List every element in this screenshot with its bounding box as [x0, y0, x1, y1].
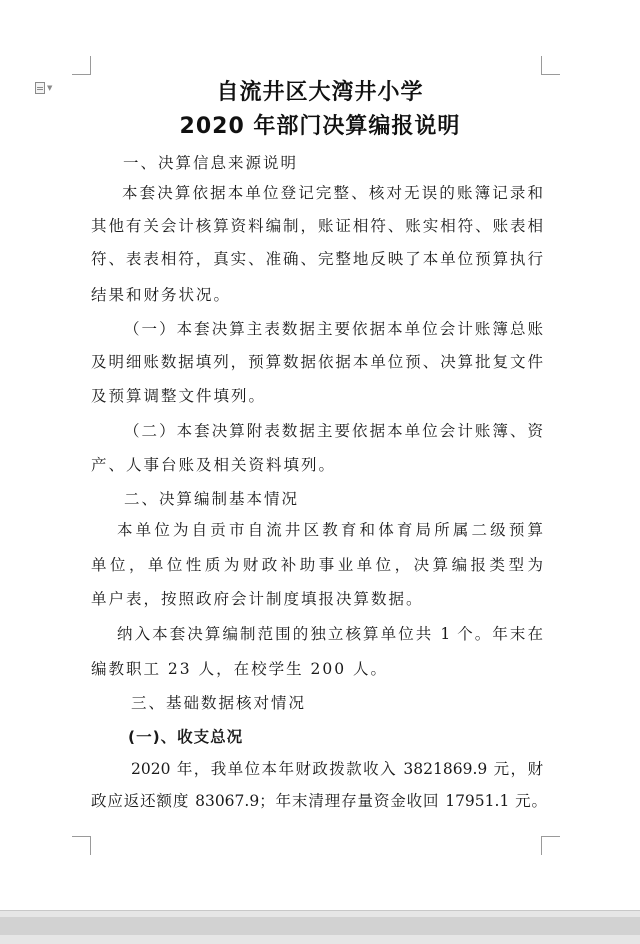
crop-mark-bottom-right	[541, 836, 560, 855]
page-gap-shadow	[0, 917, 640, 935]
paragraph-line: 结果和财务状况。	[91, 286, 232, 304]
paragraph-line: 单户表，按照政府会计制度填报决算数据。	[91, 590, 424, 608]
paragraph-line: 单位，单位性质为财政补助事业单位，决算编报类型为	[91, 556, 543, 574]
document-title-line2: 2020 年部门决算编报说明	[179, 114, 461, 139]
section-heading-1: 一、决算信息来源说明	[123, 154, 299, 172]
paragraph-line: 政应返还额度 83067.9；年末清理存量资金收回 17951.1 元。	[91, 792, 547, 810]
page-gap-bar	[0, 910, 640, 944]
document-title-line1: 自流井区大湾井小学	[216, 80, 424, 105]
section-heading-3: 三、基础数据核对情况	[131, 694, 307, 712]
paragraph-line: 产、人事台账及相关资料填列。	[91, 456, 337, 474]
paragraph-line: 及明细账数据填列，预算数据依据本单位预、决算批复文件	[91, 353, 543, 371]
paragraph-line: 及预算调整文件填列。	[91, 387, 267, 405]
paragraph-line: 其他有关会计核算资料编制，账证相符、账实相符、账表相	[91, 217, 543, 235]
paragraph-line: 2020 年，我单位本年财政拨款收入 3821869.9 元，财	[131, 760, 543, 778]
paragraph-line: 符、表表相符，真实、准确、完整地反映了本单位预算执行	[91, 250, 543, 268]
paragraph-line: 本套决算依据本单位登记完整、核对无误的账簿记录和	[122, 184, 543, 202]
crop-mark-top-right	[541, 56, 560, 75]
chevron-down-icon: ▼	[47, 83, 53, 92]
paragraph-line: 本单位为自贡市自流井区教育和体育局所属二级预算	[117, 521, 543, 539]
paragraph-line: 纳入本套决算编制范围的独立核算单位共 1 个。年末在	[117, 625, 543, 643]
paragraph-line: 编教职工 23 人，在校学生 200 人。	[91, 660, 389, 678]
paragraph-line: （一）本套决算主表数据主要依据本单位会计账簿总账	[124, 320, 543, 338]
paragraph-line: （二）本套决算附表数据主要依据本单位会计账簿、资	[124, 422, 543, 440]
crop-mark-top-left	[72, 56, 91, 75]
crop-mark-bottom-left	[72, 836, 91, 855]
section-heading-2: 二、决算编制基本情况	[124, 490, 300, 508]
subsection-heading: (一)、收支总况	[128, 728, 244, 746]
